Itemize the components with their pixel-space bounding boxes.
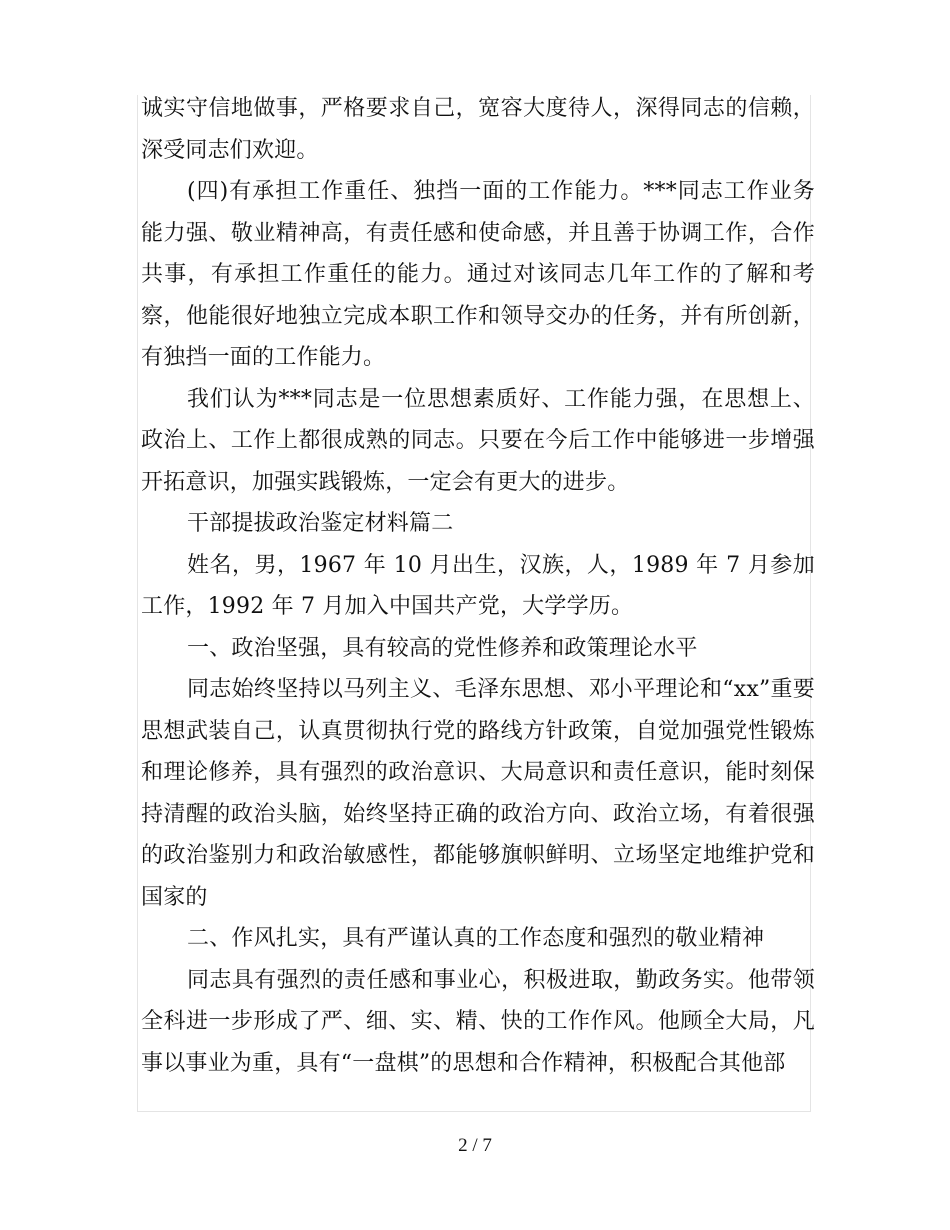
paragraph-work-style: 同志具有强烈的责任感和事业心，积极进取，勤政务实。他带领全科进一步形成了严、细、实、精、快的工作作风。他顾全大局，凡事以事业为重，具有“一盘棋”的思想和合作精神，积极配合其他部: [141, 967, 815, 1076]
subheading-2: 二、作风扎实，具有严谨认真的工作态度和强烈的敬业精神: [187, 926, 765, 951]
subheading-1: 一、政治坚强，具有较高的党性修养和政策理论水平: [187, 635, 698, 661]
paragraph-bio: 姓名，男，1967 年 10 月出生，汉族，人，1989 年 7 月参加工作，1992 年 7 月加入中国共产党，大学学历。: [141, 552, 815, 619]
paragraph-2: (四)有承担工作重任、独挡一面的工作能力。***同志工作业务能力强、敬业精神高，有责任感和使命感，并且善于协调工作，合作共事，有承担工作重任的能力。通过对该同志几年工作的了解和考察，他能很好地独立完成本职工作和领导交办的任务，并有所创新，有独挡一面的工作能力。: [141, 179, 815, 370]
paragraph-3: 我们认为***同志是一位思想素质好、工作能力强，在思想上、政治上、工作上都很成熟的同志。只要在今后工作中能够进一步增强开拓意识，加强实践锻炼，一定会有更大的进步。: [141, 386, 815, 495]
paragraph-politics: 同志始终坚持以马列主义、毛泽东思想、邓小平理论和“xx”重要思想武装自己，认真贯彻执行党的路线方针政策，自觉加强党性锻炼和理论修养，具有强烈的政治意识、大局意识和责任意识，能时刻保持清醒的政治头脑，始终坚持正确的政治方向、政治立场，有着很强的政治鉴别力和政治敏感性，都能够旗帜鲜明、立场坚定地维护党和国家的: [141, 677, 815, 910]
document-body: [141, 88, 815, 1084]
page-number: 2 / 7: [458, 1135, 492, 1156]
section-heading-2: 干部提拔政治鉴定材料篇二: [187, 511, 454, 536]
paragraph-1: 诚实守信地做事，严格要求自己，宽容大度待人，深得同志的信赖，深受同志们欢迎。: [141, 96, 815, 163]
